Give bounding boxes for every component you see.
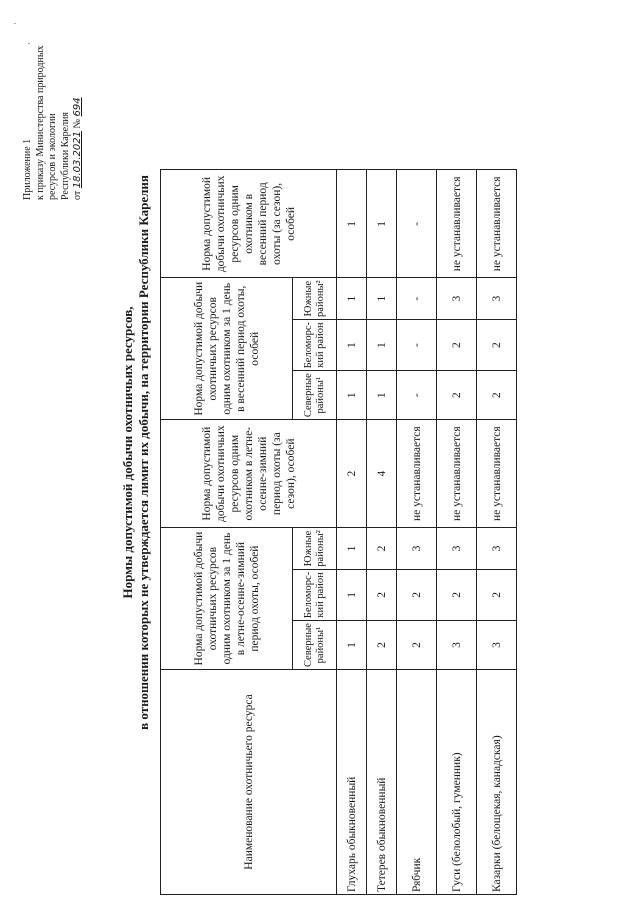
table-row: [337, 170, 367, 895]
spring-south-cell: 1: [337, 278, 367, 320]
table-header: [161, 170, 337, 895]
norms-table: [160, 169, 517, 895]
header-spring-daily: Норма допустимой добычи охотничьих ресурсов одним охотником за 1 день в весенний период охоты, особей: [161, 278, 293, 420]
spring-south-cell: 3: [437, 278, 477, 320]
spring-south-cell: -: [397, 278, 437, 320]
header-summer-daily: Норма допустимой добычи охотничьих ресурсов одним охотником за 1 день в летне-осенне-зимний период охоты, особей: [161, 528, 293, 670]
appendix-header: [22, 10, 85, 200]
scan-mark: ·: [10, 22, 20, 25]
summer-season-cell: не устанавливается: [437, 420, 477, 528]
spring-north-cell: 1: [367, 371, 397, 420]
appendix-line: к приказу Министерства природных: [34, 45, 46, 200]
handwritten-date: 18.03.2021: [72, 130, 83, 189]
spring-belomorsky-cell: 1: [367, 319, 397, 370]
subheader-north: Северные районы¹: [293, 371, 337, 420]
summer-south-cell: 2: [367, 528, 397, 570]
appendix-date-line: [72, 10, 85, 200]
summer-south-cell: 3: [437, 528, 477, 570]
summer-belomorsky-cell: 1: [337, 569, 367, 620]
spring-north-cell: 1: [337, 371, 367, 420]
spring-north-cell: 2: [477, 371, 517, 420]
table-body: [337, 170, 517, 895]
spring-season-cell: 1: [367, 170, 397, 278]
spring-north-cell: 2: [437, 371, 477, 420]
spring-south-cell: 3: [477, 278, 517, 320]
summer-belomorsky-cell: 2: [367, 569, 397, 620]
handwritten-number: 694: [72, 97, 83, 117]
summer-north-cell: 1: [337, 621, 367, 670]
table-row: [477, 170, 517, 895]
table-row: [397, 170, 437, 895]
summer-south-cell: 3: [397, 528, 437, 570]
table-row: [367, 170, 397, 895]
table-row: [437, 170, 477, 895]
spring-season-cell: -: [397, 170, 437, 278]
subheader-north: Северные районы¹: [293, 621, 337, 670]
header-spring-season: Норма допустимой добычи охотничьих ресурсов одним охотником в весенний период охоты (за сезон), особей: [161, 170, 337, 278]
summer-north-cell: 2: [367, 621, 397, 670]
resource-name-cell: Глухарь обыкновенный: [337, 670, 367, 895]
number-prefix: №: [72, 118, 83, 129]
subheader-belomorsky: Беломорс-кий район: [293, 569, 337, 620]
appendix-line: ресурсов и экологии: [47, 113, 58, 200]
summer-north-cell: 2: [397, 621, 437, 670]
resource-name-cell: Рябчик: [397, 670, 437, 895]
summer-south-cell: 3: [477, 528, 517, 570]
appendix-line: Приложение 1: [22, 138, 33, 200]
spring-belomorsky-cell: 2: [437, 319, 477, 370]
summer-north-cell: 3: [477, 621, 517, 670]
header-resource: Наименование охотничьего ресурса: [161, 670, 337, 895]
scan-mark: ·: [24, 42, 34, 45]
summer-belomorsky-cell: 2: [437, 569, 477, 620]
resource-name-cell: Тетерев обыкновенный: [367, 670, 397, 895]
spring-belomorsky-cell: 1: [337, 319, 367, 370]
summer-north-cell: 3: [437, 621, 477, 670]
summer-belomorsky-cell: 2: [477, 569, 517, 620]
spring-south-cell: 1: [367, 278, 397, 320]
spring-season-cell: 1: [337, 170, 367, 278]
summer-belomorsky-cell: 2: [397, 569, 437, 620]
resource-name-cell: Гуси (белолобый, гуменник): [437, 670, 477, 895]
spring-season-cell: не устанавливается: [437, 170, 477, 278]
spring-season-cell: не устанавливается: [477, 170, 517, 278]
summer-season-cell: 2: [337, 420, 367, 528]
summer-season-cell: 4: [367, 420, 397, 528]
spring-north-cell: -: [397, 371, 437, 420]
summer-south-cell: 1: [337, 528, 367, 570]
subheader-belomorsky: Беломорс-кий район: [293, 319, 337, 370]
header-summer-season: Норма допустимой добычи охотничьих ресурсов одним охотником в летне-осенне-зимний период охоты (за сезон), особей: [161, 420, 337, 528]
summer-season-cell: не устанавливается: [477, 420, 517, 528]
spring-belomorsky-cell: 2: [477, 319, 517, 370]
date-prefix: от: [72, 190, 83, 200]
resource-name-cell: Казарки (белощекая, канадская): [477, 670, 517, 895]
document-subtitle: в отношении которых не утверждается лимит их добычи, на территории Республики Карелия: [136, 175, 151, 730]
appendix-line: Республики Карелия: [59, 111, 71, 200]
subheader-south: Южные районы²: [293, 528, 337, 570]
summer-season-cell: не устанавливается: [397, 420, 437, 528]
document-title: Нормы допустимой добычи охотничьих ресурсов,: [120, 306, 135, 599]
subheader-south: Южные районы²: [293, 278, 337, 320]
spring-belomorsky-cell: -: [397, 319, 437, 370]
